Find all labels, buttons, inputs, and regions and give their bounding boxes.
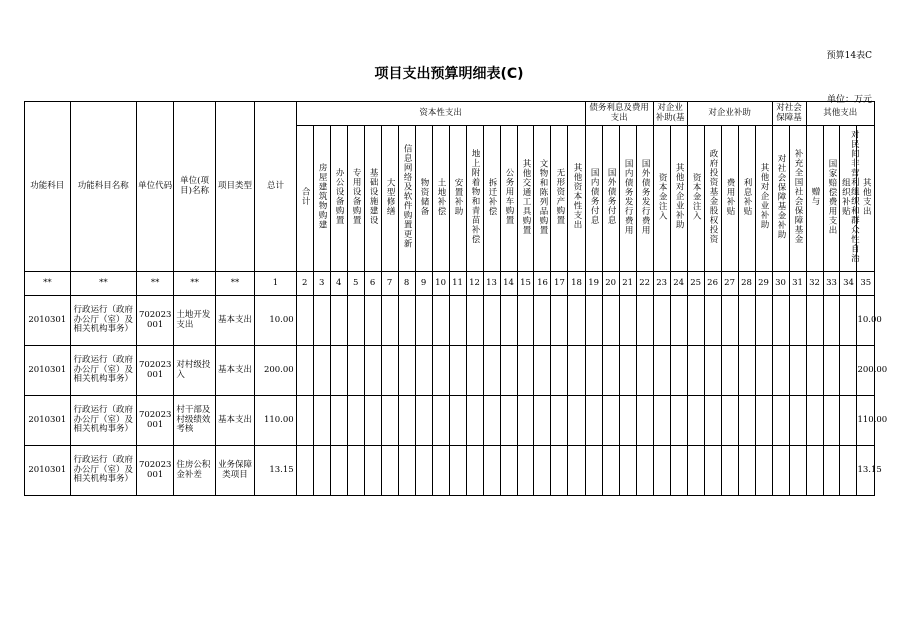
empty-cell (721, 396, 738, 446)
empty-cell (721, 346, 738, 396)
empty-cell (313, 296, 330, 346)
empty-cell (347, 346, 364, 396)
table-row (25, 446, 875, 496)
empty-cell (755, 446, 772, 496)
column-header (857, 126, 875, 272)
empty-cell (840, 396, 857, 446)
empty-cell (466, 446, 483, 496)
empty-cell (466, 396, 483, 446)
empty-cell (500, 346, 517, 396)
empty-cell (483, 396, 500, 446)
unit-code-cell: 702023001 (137, 346, 174, 396)
empty-cell (432, 396, 449, 446)
empty-cell (636, 446, 653, 496)
empty-cell (772, 346, 789, 396)
column-header-label: 安置补助 (453, 177, 464, 216)
empty-cell (398, 396, 415, 446)
empty-cell (313, 346, 330, 396)
column-header-label: 其他交通工具购置 (520, 158, 531, 235)
empty-cell (670, 446, 687, 496)
empty-cell (789, 396, 806, 446)
column-header-label: 对社会保障基金补助 (775, 153, 786, 240)
column-header (670, 126, 687, 272)
marker-cell: ** (215, 272, 254, 296)
column-header (568, 126, 585, 272)
column-header-label: 国家赔偿费用支出 (826, 158, 837, 235)
other-expense-cell: 10.00 (857, 296, 875, 346)
marker-row (25, 272, 875, 296)
empty-cell (398, 346, 415, 396)
total-cell: 110.00 (255, 396, 296, 446)
empty-cell (653, 446, 670, 496)
column-header-label: 信息网络及软件购置更新 (402, 144, 413, 249)
empty-cell (738, 446, 755, 496)
empty-cell (840, 346, 857, 396)
empty-cell (806, 296, 823, 346)
empty-cell (415, 296, 432, 346)
empty-cell (551, 346, 568, 396)
empty-cell (296, 296, 313, 346)
empty-cell (347, 296, 364, 346)
marker-cell: 31 (789, 272, 806, 296)
function-code-cell: 2010301 (25, 346, 71, 396)
empty-cell (500, 446, 517, 496)
empty-cell (789, 346, 806, 396)
column-header-label: 拆迁补偿 (486, 177, 497, 216)
column-header (517, 126, 534, 272)
empty-cell (517, 346, 534, 396)
empty-cell (636, 346, 653, 396)
marker-cell: 15 (517, 272, 534, 296)
empty-cell (670, 346, 687, 396)
marker-cell: 14 (500, 272, 517, 296)
header-5: 总计 (255, 102, 296, 272)
column-header-label: 国内债务付息 (589, 168, 600, 226)
marker-cell: 6 (364, 272, 381, 296)
empty-cell (840, 446, 857, 496)
project-name-cell: 村干部及村级绩效考核 (174, 396, 215, 446)
empty-cell (653, 396, 670, 446)
empty-cell (721, 296, 738, 346)
empty-cell (755, 296, 772, 346)
empty-cell (534, 296, 551, 346)
empty-cell (330, 296, 347, 346)
empty-cell (449, 446, 466, 496)
column-header (687, 126, 704, 272)
empty-cell (585, 346, 602, 396)
empty-cell (585, 446, 602, 496)
column-header-label: 办公设备购置 (334, 168, 345, 226)
empty-cell (823, 396, 840, 446)
empty-cell (466, 346, 483, 396)
header-3: 单位(项目)名称 (174, 102, 215, 272)
empty-cell (296, 396, 313, 446)
empty-cell (806, 346, 823, 396)
marker-cell: 29 (755, 272, 772, 296)
total-cell: 13.15 (255, 446, 296, 496)
column-header-label: 大型修缮 (385, 177, 396, 216)
budget-table (24, 101, 888, 496)
empty-cell (568, 346, 585, 396)
column-header-label: 其他对企业补助 (674, 163, 685, 230)
other-expense-cell: 200.00 (857, 346, 875, 396)
empty-cell (313, 396, 330, 446)
project-name-cell: 土地开发支出 (174, 296, 215, 346)
empty-cell (772, 296, 789, 346)
marker-cell: 17 (551, 272, 568, 296)
column-header-label: 物资储备 (419, 177, 430, 216)
column-header-label: 利息补贴 (742, 177, 753, 216)
empty-cell (670, 396, 687, 446)
column-header-label: 公务用车购置 (503, 168, 514, 226)
marker-cell: ** (70, 272, 136, 296)
empty-cell (551, 446, 568, 496)
column-header (364, 126, 381, 272)
column-header-label: 国外债务付息 (606, 168, 617, 226)
empty-cell (330, 396, 347, 446)
marker-cell: 11 (449, 272, 466, 296)
total-cell: 10.00 (255, 296, 296, 346)
empty-cell (687, 396, 704, 446)
empty-cell (619, 446, 636, 496)
column-header (466, 126, 483, 272)
empty-cell (500, 396, 517, 446)
column-header-label: 其他资本性支出 (572, 163, 583, 230)
project-type-cell: 基本支出 (215, 346, 254, 396)
marker-cell: 22 (636, 272, 653, 296)
empty-cell (534, 396, 551, 446)
column-header-label: 资本金注入 (657, 172, 668, 221)
column-header-label: 土地补偿 (436, 177, 447, 216)
empty-cell (823, 296, 840, 346)
column-header (585, 126, 602, 272)
column-header-label: 专用设备购置 (351, 168, 362, 226)
column-header (449, 126, 466, 272)
empty-cell (381, 346, 398, 396)
empty-cell (738, 296, 755, 346)
empty-cell (687, 446, 704, 496)
empty-cell (449, 296, 466, 346)
empty-cell (789, 296, 806, 346)
empty-cell (364, 346, 381, 396)
empty-cell (534, 446, 551, 496)
column-header (432, 126, 449, 272)
column-header (347, 126, 364, 272)
empty-cell (415, 396, 432, 446)
empty-cell (483, 346, 500, 396)
empty-cell (517, 296, 534, 346)
column-header (806, 126, 823, 272)
column-header (704, 126, 721, 272)
column-header-label: 其他对企业补助 (759, 163, 769, 230)
marker-cell: 4 (330, 272, 347, 296)
empty-cell (449, 346, 466, 396)
group-header-debt: 债务利息及费用支出 (585, 102, 653, 126)
empty-cell (602, 296, 619, 346)
unit-code-cell: 702023001 (137, 396, 174, 446)
empty-cell (551, 396, 568, 446)
empty-cell (704, 396, 721, 446)
marker-cell: 20 (602, 272, 619, 296)
group-header-capital: 资本性支出 (296, 102, 585, 126)
marker-cell: 23 (653, 272, 670, 296)
marker-cell: 9 (415, 272, 432, 296)
marker-cell: 18 (568, 272, 585, 296)
marker-cell: 27 (721, 272, 738, 296)
marker-cell: 16 (534, 272, 551, 296)
empty-cell (585, 296, 602, 346)
column-header (602, 126, 619, 272)
empty-cell (364, 446, 381, 496)
marker-cell: 25 (687, 272, 704, 296)
empty-cell (296, 446, 313, 496)
marker-cell: 30 (772, 272, 789, 296)
marker-cell: 5 (347, 272, 364, 296)
project-name-cell: 对村级投入 (174, 346, 215, 396)
header-2: 单位代码 (137, 102, 174, 272)
unit-code-cell: 702023001 (137, 446, 174, 496)
table-row (25, 396, 875, 446)
project-type-cell: 业务保障类项目 (215, 446, 254, 496)
empty-cell (823, 446, 840, 496)
column-header (551, 126, 568, 272)
group-header-other: 其他支出 (806, 102, 874, 126)
empty-cell (602, 346, 619, 396)
empty-cell (585, 396, 602, 446)
form-reference: 预算14表C (826, 51, 872, 61)
marker-cell: 26 (704, 272, 721, 296)
marker-cell: 13 (483, 272, 500, 296)
empty-cell (432, 446, 449, 496)
marker-cell: 8 (398, 272, 415, 296)
empty-cell (381, 396, 398, 446)
empty-cell (653, 296, 670, 346)
empty-cell (415, 446, 432, 496)
marker-cell: 7 (381, 272, 398, 296)
column-header (415, 126, 432, 272)
empty-cell (568, 446, 585, 496)
empty-cell (330, 346, 347, 396)
empty-cell (670, 296, 687, 346)
empty-cell (347, 396, 364, 446)
unit-code-cell: 702023001 (137, 296, 174, 346)
header-row-groups (25, 102, 875, 126)
table-row (25, 296, 875, 346)
column-header (534, 126, 551, 272)
empty-cell (381, 296, 398, 346)
column-header (381, 126, 398, 272)
empty-cell (602, 396, 619, 446)
project-type-cell: 基本支出 (215, 296, 254, 346)
marker-cell: 21 (619, 272, 636, 296)
empty-cell (806, 446, 823, 496)
empty-cell (364, 396, 381, 446)
column-header-label: 对民间非营利组织和群众性自治组织补贴 (840, 130, 860, 264)
marker-cell: 3 (313, 272, 330, 296)
page-title: 项目支出预算明细表(C) (374, 66, 524, 82)
marker-cell: 24 (670, 272, 687, 296)
column-header-label: 国内债务发行费用 (623, 158, 634, 235)
empty-cell (704, 296, 721, 346)
empty-cell (483, 296, 500, 346)
header-0: 功能科目 (25, 102, 71, 272)
marker-cell: ** (137, 272, 174, 296)
column-header (738, 126, 755, 272)
column-header (823, 126, 840, 272)
column-header-label: 无形资产购置 (554, 168, 565, 226)
column-header (313, 126, 330, 272)
empty-cell (568, 396, 585, 446)
column-header (755, 126, 772, 272)
column-header-label: 合计 (300, 187, 311, 207)
column-header-label: 资本金注入 (691, 172, 702, 221)
function-name-cell: 行政运行（政府办公厅（室）及相关机构事务） (70, 396, 136, 446)
marker-cell: 10 (432, 272, 449, 296)
empty-cell (398, 296, 415, 346)
column-header-label: 房屋建筑物购建 (317, 163, 328, 230)
column-header-label: 文物和陈列品购置 (537, 158, 548, 235)
empty-cell (449, 396, 466, 446)
empty-cell (517, 446, 534, 496)
column-header-label: 其他支出 (861, 177, 872, 216)
marker-cell: 1 (255, 272, 296, 296)
empty-cell (551, 296, 568, 346)
empty-cell (398, 446, 415, 496)
group-header-enterprise-capital: 对企业补助(基 (653, 102, 687, 126)
function-code-cell: 2010301 (25, 396, 71, 446)
marker-cell: 33 (823, 272, 840, 296)
marker-cell: ** (25, 272, 71, 296)
unit-label: 单位：万元 (826, 95, 872, 105)
empty-cell (704, 446, 721, 496)
empty-cell (704, 346, 721, 396)
empty-cell (840, 296, 857, 346)
column-header (772, 126, 789, 272)
marker-cell: 28 (738, 272, 755, 296)
empty-cell (653, 346, 670, 396)
other-expense-cell: 13.15 (857, 446, 875, 496)
empty-cell (789, 446, 806, 496)
column-header (636, 126, 653, 272)
function-name-cell: 行政运行（政府办公厅（室）及相关机构事务） (70, 346, 136, 396)
marker-cell: 19 (585, 272, 602, 296)
empty-cell (347, 446, 364, 496)
column-header-label: 基础设施建设 (368, 168, 379, 226)
empty-cell (636, 396, 653, 446)
column-header-label: 费用补贴 (725, 177, 736, 216)
marker-cell: 32 (806, 272, 823, 296)
empty-cell (500, 296, 517, 346)
function-name-cell: 行政运行（政府办公厅（室）及相关机构事务） (70, 296, 136, 346)
other-expense-cell: 110.00 (857, 396, 875, 446)
column-header-label: 国外债务发行费用 (640, 158, 651, 235)
empty-cell (755, 346, 772, 396)
column-header (296, 126, 313, 272)
marker-cell: 34 (840, 272, 857, 296)
empty-cell (415, 346, 432, 396)
column-header-label: 政府投资基金股权投资 (708, 149, 719, 245)
empty-cell (636, 296, 653, 346)
empty-cell (313, 446, 330, 496)
column-header (789, 126, 806, 272)
empty-cell (738, 346, 755, 396)
empty-cell (432, 346, 449, 396)
empty-cell (619, 346, 636, 396)
empty-cell (330, 446, 347, 496)
empty-cell (823, 346, 840, 396)
group-header-social-security: 对社会保障基 (772, 102, 806, 126)
column-header-label: 地上附着物和青苗补偿 (470, 149, 480, 245)
marker-cell: 2 (296, 272, 313, 296)
column-header-label: 赠与 (809, 187, 820, 207)
header-1: 功能科目名称 (70, 102, 136, 272)
total-cell: 200.00 (255, 346, 296, 396)
empty-cell (483, 446, 500, 496)
empty-cell (772, 396, 789, 446)
header-4: 项目类型 (215, 102, 254, 272)
empty-cell (602, 446, 619, 496)
empty-cell (517, 396, 534, 446)
group-header-enterprise-subsidy: 对企业补助 (687, 102, 772, 126)
column-header (398, 126, 415, 272)
function-code-cell: 2010301 (25, 446, 71, 496)
empty-cell (755, 396, 772, 446)
empty-cell (687, 346, 704, 396)
column-header (721, 126, 738, 272)
column-header (500, 126, 517, 272)
function-name-cell: 行政运行（政府办公厅（室）及相关机构事务） (70, 446, 136, 496)
project-type-cell: 基本支出 (215, 396, 254, 446)
empty-cell (721, 446, 738, 496)
project-name-cell: 住房公积金补差 (174, 446, 215, 496)
empty-cell (687, 296, 704, 346)
empty-cell (466, 296, 483, 346)
empty-cell (619, 396, 636, 446)
marker-cell: 35 (857, 272, 875, 296)
column-header (840, 126, 860, 272)
empty-cell (534, 346, 551, 396)
empty-cell (568, 296, 585, 346)
column-header (619, 126, 636, 272)
empty-cell (364, 296, 381, 346)
empty-cell (381, 446, 398, 496)
empty-cell (806, 396, 823, 446)
empty-cell (432, 296, 449, 346)
empty-cell (619, 296, 636, 346)
empty-cell (772, 446, 789, 496)
function-code-cell: 2010301 (25, 296, 71, 346)
column-header (330, 126, 347, 272)
table-row (25, 346, 875, 396)
column-header (653, 126, 670, 272)
column-header (483, 126, 500, 272)
empty-cell (296, 346, 313, 396)
marker-cell: 12 (466, 272, 483, 296)
marker-cell: ** (174, 272, 215, 296)
column-header-label: 补充全国社会保障基金 (792, 149, 803, 245)
empty-cell (738, 396, 755, 446)
